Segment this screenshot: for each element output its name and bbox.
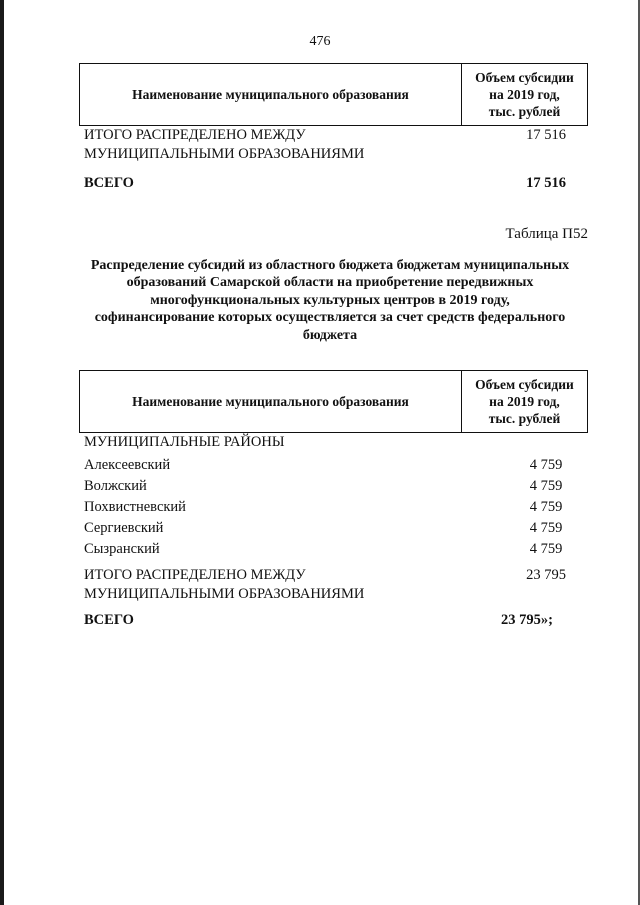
table2-total-label: ВСЕГО <box>84 612 134 628</box>
table2-col-name: Наименование муниципального образования <box>80 371 462 432</box>
table2-subtotal-value: 23 795 <box>526 567 566 583</box>
table1-total-label: ВСЕГО <box>84 175 134 191</box>
table1-subtotal-label: ИТОГО РАСПРЕДЕЛЕНО МЕЖДУ МУНИЦИПАЛЬНЫМИ ОБРАЗОВАНИЯМИ <box>84 127 365 162</box>
table2-header <box>79 370 588 433</box>
table1-col-name: Наименование муниципального образования <box>80 64 462 125</box>
table2-label: Таблица П52 <box>505 226 588 242</box>
table1-subtotal-value: 17 516 <box>526 127 566 143</box>
table2-title: Распределение субсидий из областного бюджета бюджетам муниципальных образований Самарской области на приобретение передвижных многофункциональных культурных центров в 2019 году, софинансирование которых осуществляется за счет средств федерального бюджета <box>90 258 570 343</box>
table2-total-value: 23 795»; <box>501 612 553 628</box>
table1-header <box>79 63 588 126</box>
table1-col-value: Объем субсидии на 2019 год, тыс. рублей <box>475 70 574 119</box>
table1-total-value: 17 516 <box>526 175 566 191</box>
table2-section-label: МУНИЦИПАЛЬНЫЕ РАЙОНЫ <box>84 434 285 450</box>
table2-col-value: Объем субсидии на 2019 год, тыс. рублей <box>475 377 574 426</box>
scan-edge-left <box>0 0 4 905</box>
table2-subtotal-label: ИТОГО РАСПРЕДЕЛЕНО МЕЖДУ МУНИЦИПАЛЬНЫМИ ОБРАЗОВАНИЯМИ <box>84 567 365 602</box>
page-number: 476 <box>309 34 331 49</box>
